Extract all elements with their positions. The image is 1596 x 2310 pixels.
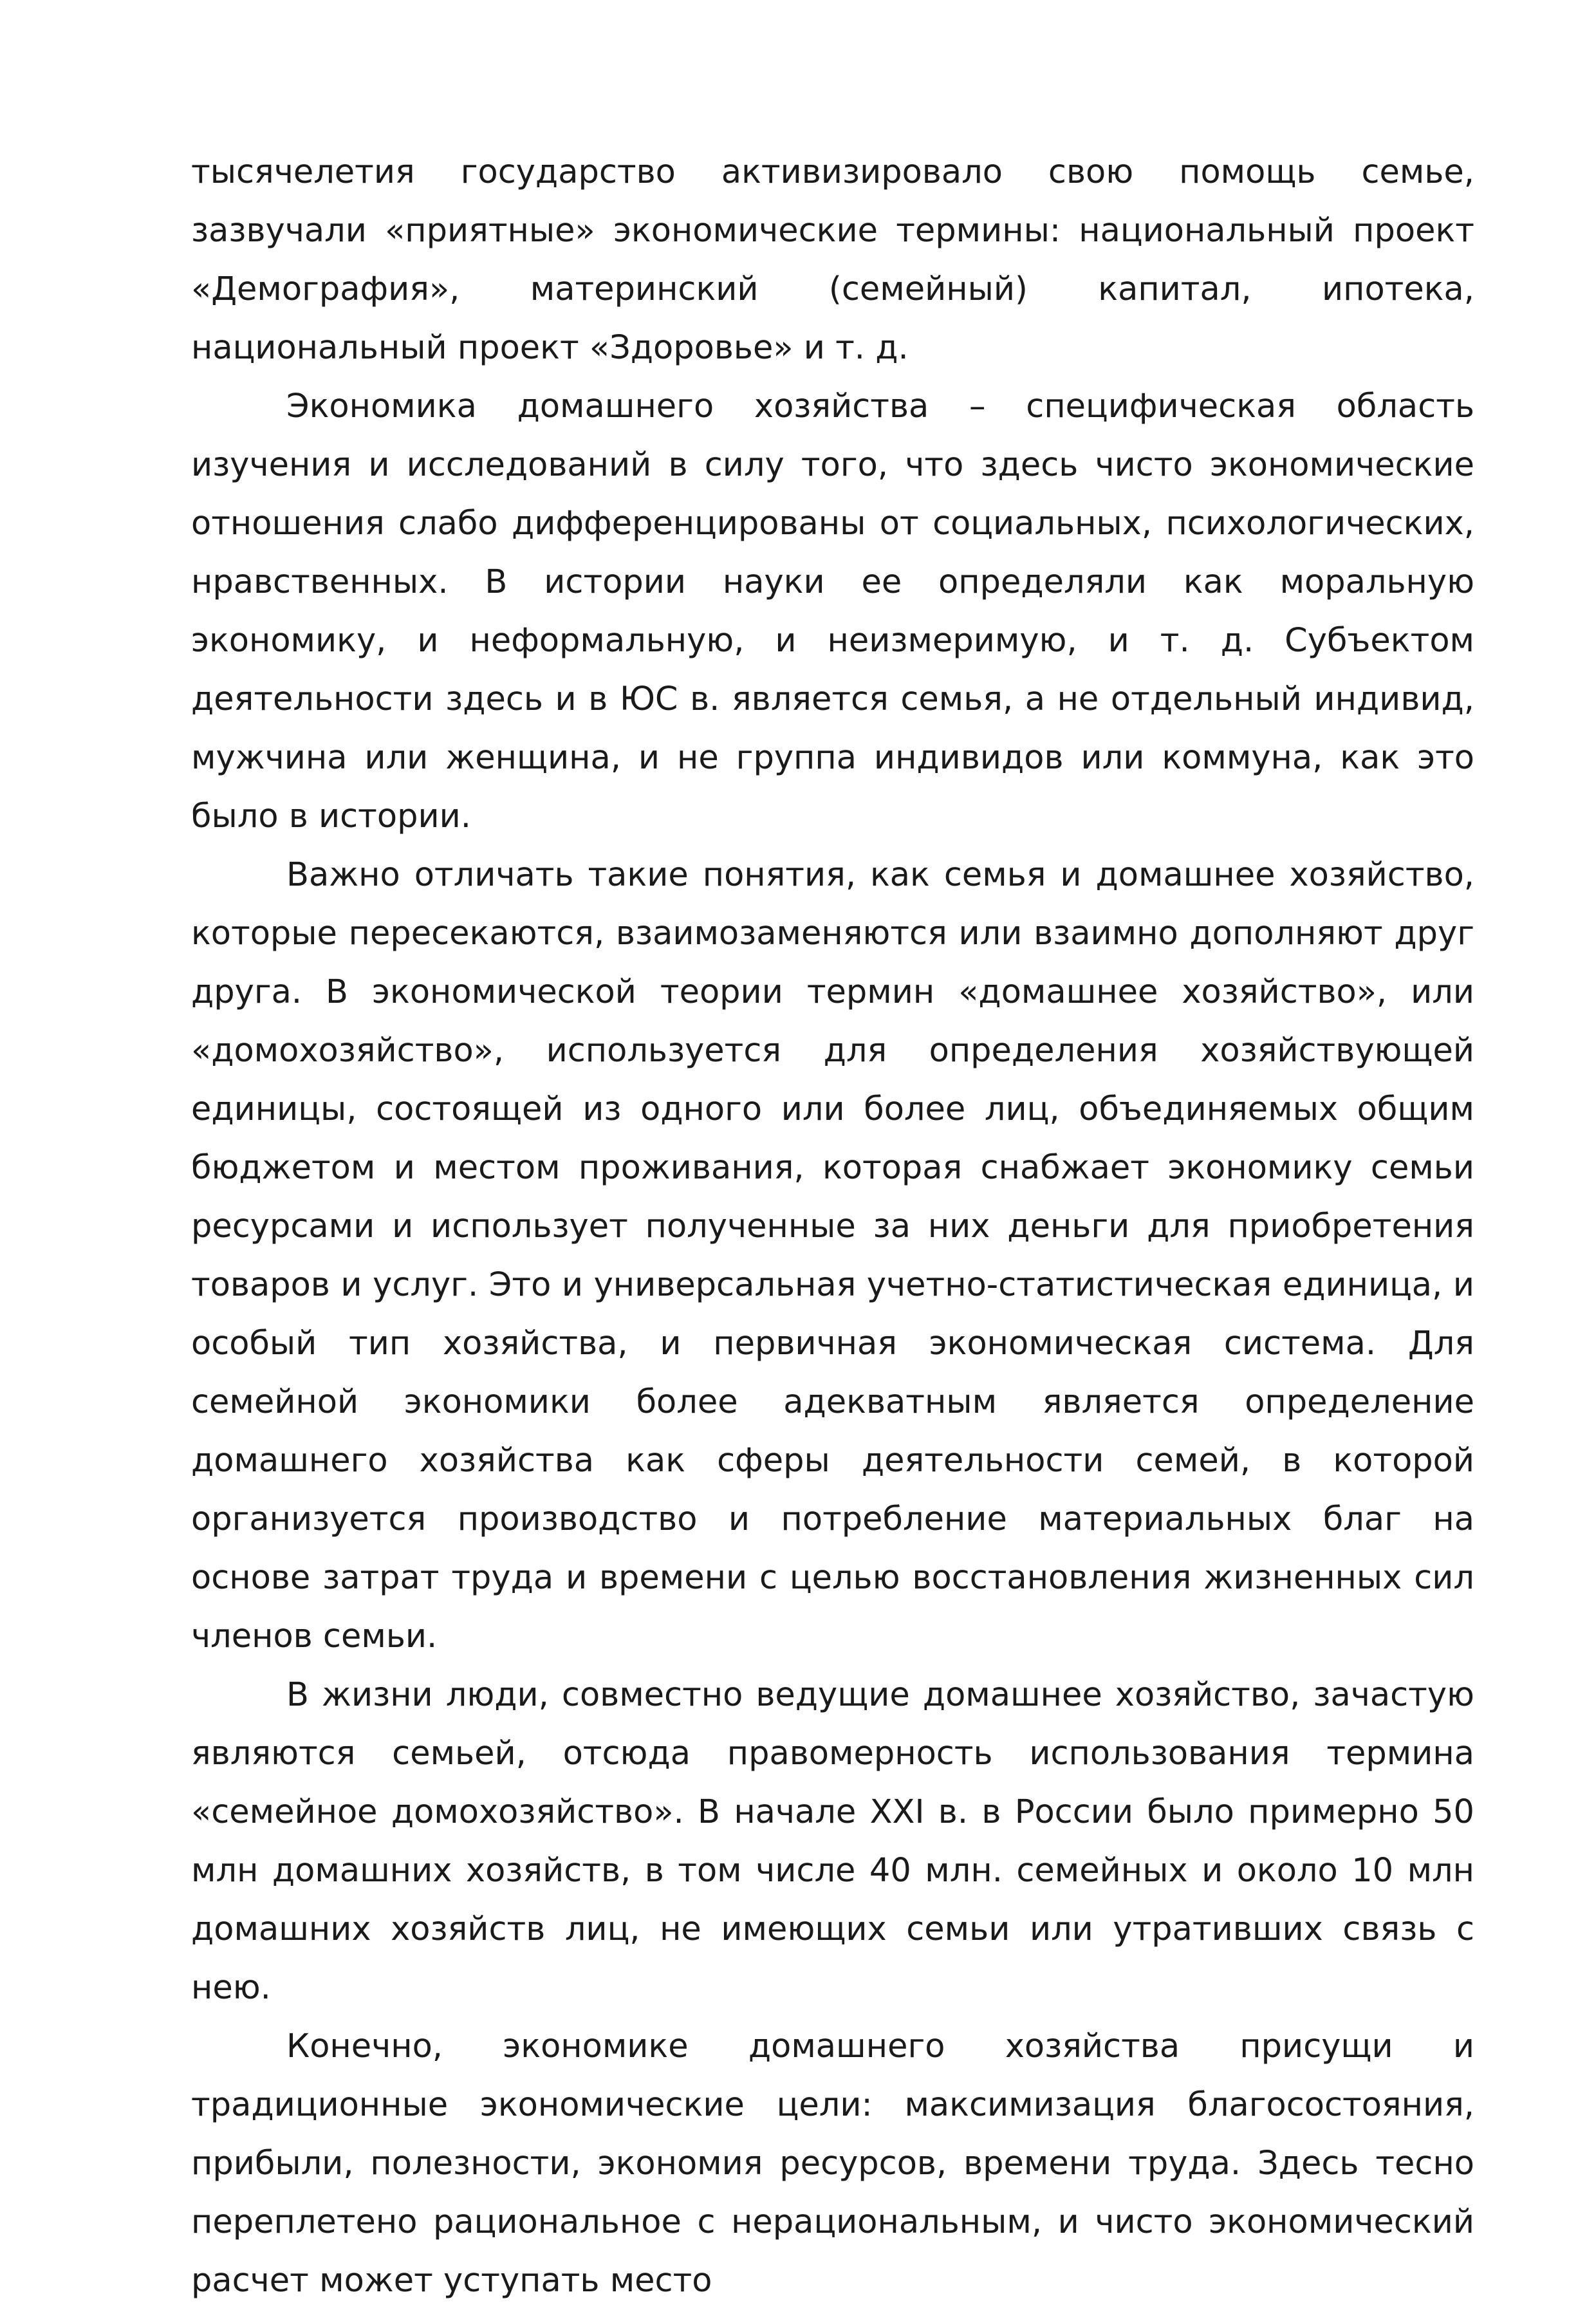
paragraph-household-economics: Экономика домашнего хозяйства – специфическая область изучения и исследований в силу того, что здесь чисто экономические отношения слабо дифференцированы от социальных, психологических, нравственных. В истории науки ее определяли как моральную экономику, и неформальную, и неизмеримую, и т. д. Субъектом деятельности здесь и в ЮС в. является семья, а не отдельный индивид, мужчина или женщина, и не группа индивидов или коммуна, как это было в истории. <box>191 387 1474 835</box>
paragraph-economic-goals: Конечно, экономике домашнего хозяйства присущи и традиционные экономические цели: максимизация благосостояния, прибыли, полезности, экономия ресурсов, времени труда. Здесь тесно переплетено рациональное с нерациональным, и чисто экономический расчет может уступать место <box>191 2027 1474 2300</box>
paragraph-family-household-stats: В жизни люди, совместно ведущие домашнее хозяйство, зачастую являются семьей, отсюда правомерность использования термина «семейное домохозяйство». В начале XXI в. в России было примерно 50 млн домашних хозяйств, в том числе 40 млн. семейных и около 10 млн домашних хозяйств лиц, не имеющих семьи или утративших связь с нею. <box>191 1676 1474 2007</box>
text-body <box>191 143 1474 2310</box>
paragraph-continuation: тысячелетия государство активизировало свою помощь семье, зазвучали «приятные» экономические термины: национальный проект «Демография», материнский (семейный) капитал, ипотека, национальный проект «Здоровье» и т. д. <box>191 153 1474 367</box>
paragraph-family-vs-household: Важно отличать такие понятия, как семья и домашнее хозяйство, которые пересекаются, взаимозаменяются или взаимно дополняют друг друга. В экономической теории термин «домашнее хозяйство», или «домохозяйство», используется для определения хозяйствующей единицы, состоящей из одного или более лиц, объединяемых общим бюджетом и местом проживания, которая снабжает экономику семьи ресурсами и использует полученные за них деньги для приобретения товаров и услуг. Это и универсальная учетно-статистическая единица, и особый тип хозяйства, и первичная экономическая система. Для семейной экономики более адекватным является определение домашнего хозяйства как сферы деятельности семей, в которой организуется производство и потребление материальных благ на основе затрат труда и времени с целью восстановления жизненных сил членов семьи. <box>191 856 1474 1655</box>
